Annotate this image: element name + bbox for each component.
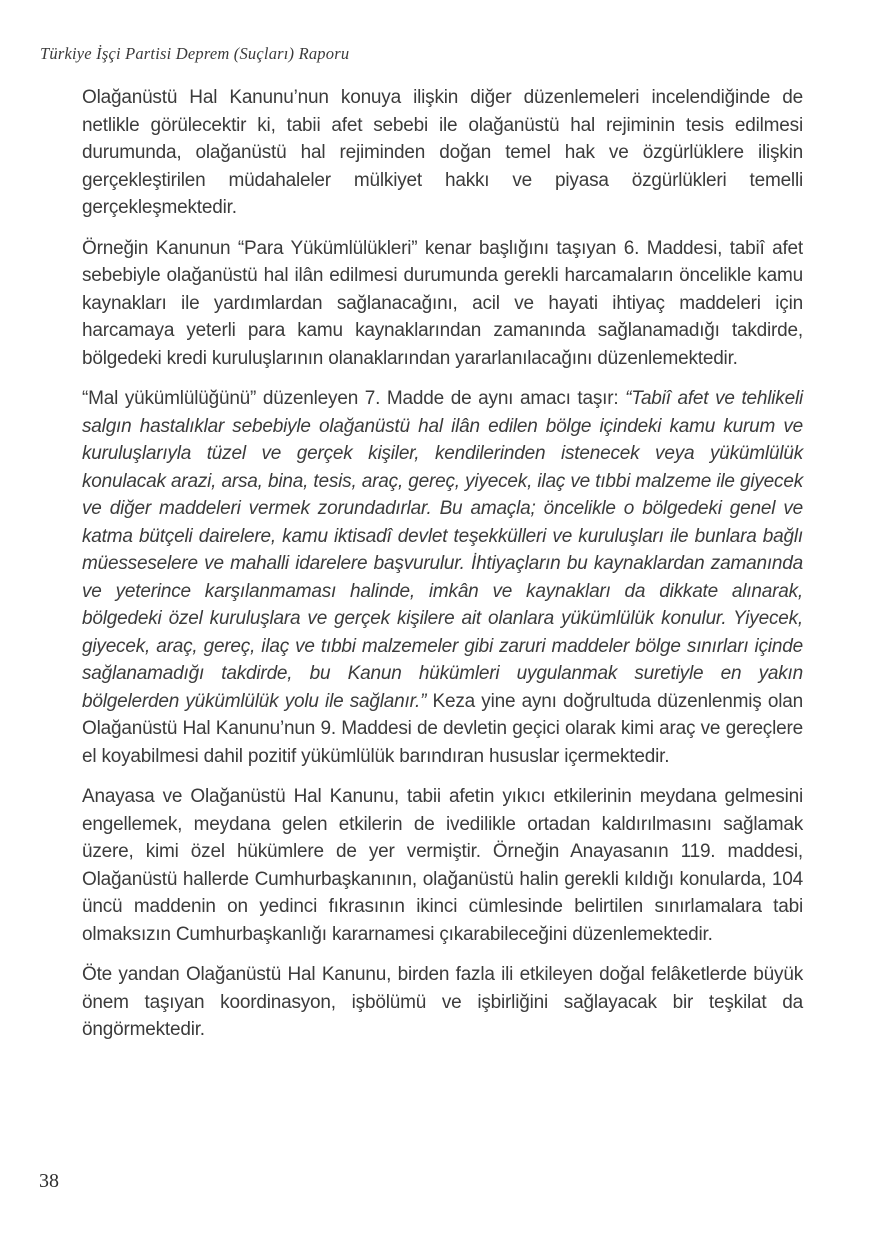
paragraph <box>82 783 803 948</box>
document-body <box>82 84 803 1057</box>
paragraph-text: Anayasa ve Olağanüstü Hal Kanunu, tabii afetin yıkıcı etkilerinin meydana gelmesini engellemek, meydana gelen etkilerin de ivedilikle ortadan kaldırılmasını sağlamak üzere, kimi özel hükümlere de yer vermiştir. Örneğin Anayasanın 119. maddesi, Olağanüstü hallerde Cumhurbaşkanının, olağanüstü halin gerekli kıldığı konularda, 104 üncü maddenin on yedinci fıkrasının ikinci cümlesinde belirtilen sınırlamalara tabi olmaksızın Cumhurbaşkanlığı kararnamesi çıkarabileceğini düzenlemektedir. <box>82 786 803 945</box>
paragraph <box>82 961 803 1044</box>
paragraph <box>82 385 803 770</box>
paragraph-text: “Mal yükümlülüğünü” düzenleyen 7. Madde de aynı amacı taşır: <box>82 388 626 409</box>
paragraph-quoted-law-text: “Tabiî afet ve tehlikeli salgın hastalıklar sebebiyle olağanüstü hal ilân edilen bölge içindeki kamu kurum ve kuruluşlarıyla tüzel ve gerçek kişiler, kendilerinden istenecek veya yükümlülük konulacak arazi, arsa, bina, tesis, araç, gereç, yiyecek, ilaç ve tıbbi malzeme ile giyecek ve diğer maddeleri vermek zorundadırlar. Bu amaçla; öncelikle o bölgedeki genel ve katma bütçeli dairelere, kamu iktisadî devlet teşekkülleri ve kuruluşları ile bunlara bağlı müesseselere ve mahalli idarelere başvurulur. İhtiyaçların bu kaynaklardan zamanında ve yeterince karşılanmaması halinde, imkân ve kaynakları da dikkate alınarak, bölgedeki özel kuruluşlara ve gerçek kişilere ait olanlara yükümlülük konulur. Yiyecek, giyecek, araç, gereç, ilaç ve tıbbi malzemeler gibi zaruri maddeler bölge sınırları içinde sağlanamadığı takdirde, bu Kanun hükümleri uygulanmak suretiyle en yakın bölgelerden yükümlülük yolu ile sağlanır.” <box>82 388 804 712</box>
paragraph <box>82 84 803 222</box>
paragraph-text: Öte yandan Olağanüstü Hal Kanunu, birden fazla ili etkileyen doğal felâketlerde büyük önem taşıyan koordinasyon, işbölümü ve işbirliğini sağlayacak bir teşkilat da öngörmektedir. <box>82 964 803 1040</box>
paragraph-text: Örneğin Kanunun “Para Yükümlülükleri” kenar başlığını taşıyan 6. Maddesi, tabiî afet sebebiyle olağanüstü hal ilân edilmesi durumunda gerekli harcamaların öncelikle kamu kaynakları ile yardımlardan sağlanacağını, acil ve hayati ihtiyaç maddeleri için harcamaya yeterli para kamu kaynaklarından zamanında sağlanamadığı takdirde, bölgedeki kredi kuruluşlarının olanaklarından yararlanılacağını düzenlemektedir. <box>82 237 803 369</box>
page-number: 38 <box>39 1170 59 1192</box>
paragraph-text: Keza yine aynı doğrultuda düzenlenmiş olan Olağanüstü Hal Kanunu’nun 9. Maddesi de devletin geçici olarak kimi araç ve gereçlere el koyabilmesi dahil pozitif yükümlülük barındıran hususlar içermektedir. <box>82 690 803 767</box>
running-header: Türkiye İşçi Partisi Deprem (Suçları) Raporu <box>40 44 350 63</box>
paragraph <box>82 235 803 373</box>
paragraph-text: Olağanüstü Hal Kanunu’nun konuya ilişkin diğer düzenlemeleri incelendiğinde de netlikle görülecektir ki, tabii afet sebebi ile olağanüstü hal rejiminin tesis edilmesi durumunda, olağanüstü hal rejiminden doğan temel hak ve özgürlüklere ilişkin gerçekleştirilen müdahaleler mülkiyet hakkı ve piyasa özgürlükleri temelli gerçekleşmektedir. <box>82 87 803 218</box>
